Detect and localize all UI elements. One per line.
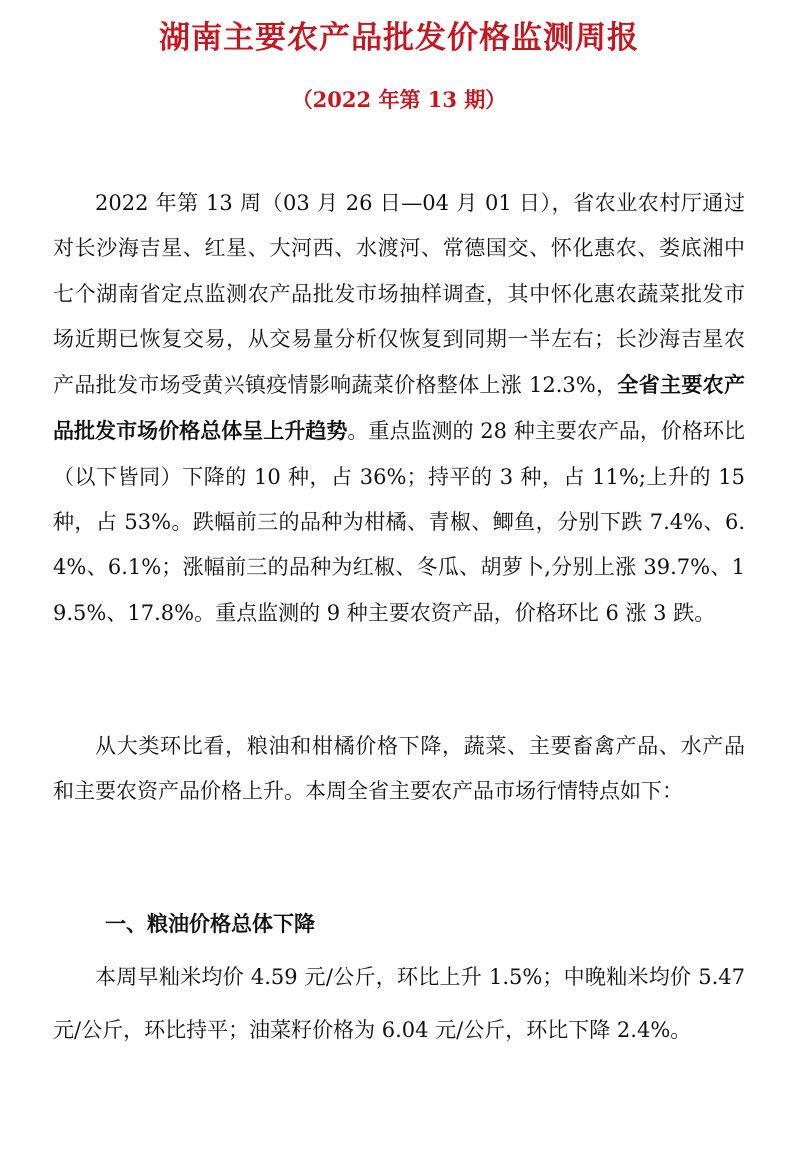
summary-text-part2: 。重点监测的 28 种主要农产品，价格环比（以下皆同）下降的 10 种，占 36%；持平的 3 种，占 11%;上升的 15 种，占 53%。跌幅前三的品种为柑橘、青椒、鲫鱼，分别下跌 7.4%、6.4%、6.1%；涨幅前三的品种为红椒、冬瓜、胡萝卜,分别上涨 39.7%、19.5%、17.8%。重点监测的 9 种主要农资产品，价格环比 6 涨 3 跌。	[53, 419, 745, 625]
report-title: 湖南主要农产品批发价格监测周报	[159, 20, 639, 56]
issue-number: （2022 年第 13 期）	[291, 87, 507, 112]
summary-text-part1: 2022 年第 13 周（03 月 26 日—04 月 01 日），省农业农村厅通过对长沙海吉星、红星、大河西、水渡河、常德国交、怀化惠农、娄底湘中七个湖南省定点监测农产品批发市场抽样调查，其中怀化惠农蔬菜批发市场近期已恢复交易，从交易量分析仅恢复到同期一半左右；长沙海吉星农产品批发市场受黄兴镇疫情影响蔬菜价格整体上涨 12.3%，	[53, 191, 745, 398]
section-body-grain-oil: 本周早籼米均价 4.59 元/公斤，环比上升 1.5%；中晚籼米均价 5.47 元/公斤，环比持平；油菜籽价格为 6.04 元/公斤，环比下降 2.4%。	[53, 965, 745, 1042]
section-heading-grain-oil: 一、粮油价格总体下降	[105, 912, 315, 936]
category-overview-paragraph: 从大类环比看，粮油和柑橘价格下降，蔬菜、主要畜禽产品、水产品和主要农资产品价格上升。本周全省主要农产品市场行情特点如下：	[53, 734, 745, 804]
summary-highlight: 全省主要农产品批发市场价格总体呈上升趋势	[53, 372, 746, 444]
summary-paragraph	[53, 181, 745, 636]
